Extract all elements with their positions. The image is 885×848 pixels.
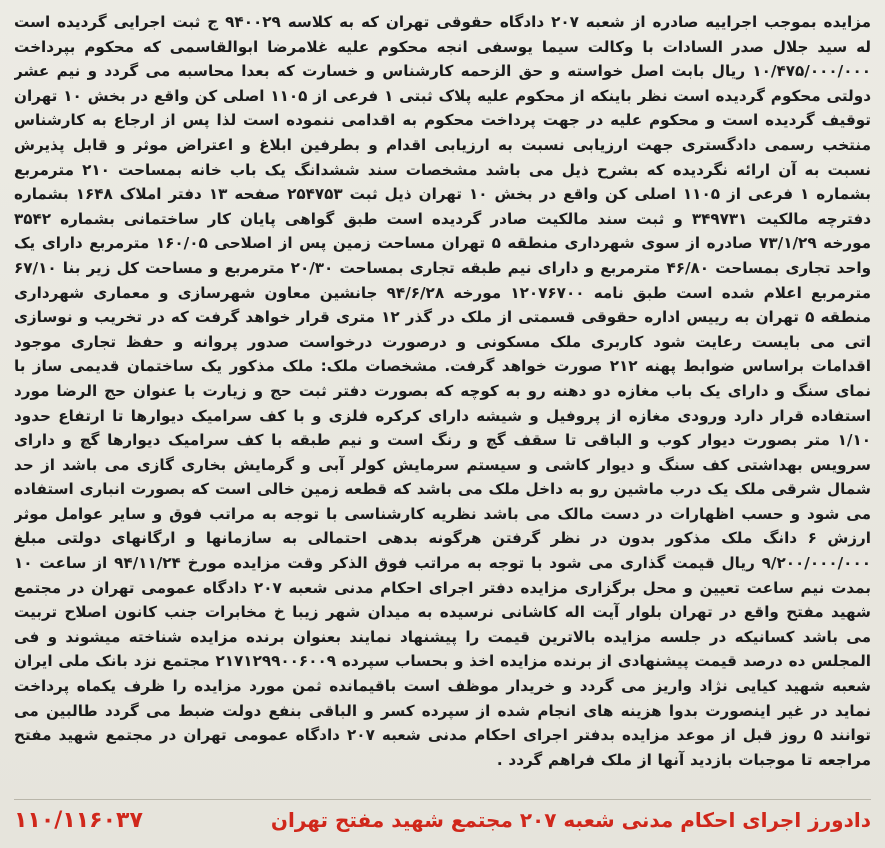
issuer-signature: دادورز اجرای احکام مدنی شعبه ۲۰۷ مجتمع شهید مفتح تهران	[270, 808, 871, 832]
auction-notice-text	[14, 10, 871, 784]
notice-paragraph: مزایده بموجب اجراییه صادره از شعبه ۲۰۷ دادگاه حقوقی تهران که به کلاسه ۹۴۰۰۲۹ ج ثبت اجرایی گردیده است له سید جلال صدر السادات با وکالت سیما یوسفی انجه محکوم علیه غلامرضا ابوالقاسمی که محکوم بپرداخت ۱۰/۴۷۵/۰۰۰/۰۰۰ ریال بابت اصل خواسته و حق الزحمه کارشناس و خسارت که بعدا محاسبه می گردد و نیم عشر دولتی محکوم گردیده است نظر باینکه از محکوم علیه پلاک ثبتی ۱ فرعی از ۱۱۰۵ اصلی کن واقع در بخش ۱۰ تهران توقیف گردیده است و محکوم علیه در جهت پرداخت محکوم به اقدامی ننموده است لذا پس از ارجاع به کارشناس منتخب رسمی دادگستری جهت ارزیابی نسبت به ارزیابی اقدام و بطرفین ابلاغ و اعتراض موثر و قابل پذیرش نسبت به آن ارائه نگردیده که بشرح ذیل می باشد مشخصات سند ششدانگ یک باب خانه بمساحت ۲۱۰ مترمربع بشماره ۱ فرعی از ۱۱۰۵ اصلی کن واقع در بخش ۱۰ تهران ذیل ثبت ۲۵۴۷۵۳ صفحه ۱۳ دفتر املاک ۱۶۴۸ بشماره دفترچه مالکیت ۳۴۹۷۳۱ و ثبت سند مالکیت صادر گردیده است طبق گواهی پایان کار ساختمانی بشماره ۳۵۴۲ مورخه ۷۳/۱/۲۹ صادره از سوی شهرداری منطقه ۵ تهران مساحت زمین پس از اصلاحی ۱۶۰/۰۵ مترمربع دارای یک واحد تجاری بمساحت ۴۶/۸۰ مترمربع و دارای نیم طبقه تجاری بمساحت ۲۰/۳۰ مترمربع و مساحت کل زیر بنا ۶۷/۱۰ مترمربع اعلام شده است طبق نامه ۱۲۰۷۶۷۰۰ مورخه ۹۴/۶/۲۸ جانشین معاون شهرسازی و معماری شهرداری منطقه ۵ تهران به رییس اداره حقوقی قسمتی از ملک در گذر ۱۲ متری قرار خواهد گرفت که در تخریب و نوسازی اتی می بایست رعایت شود کاربری ملک مسکونی و درصورت درخواست صدور پروانه و حفظ تجاری موجود اقدامات براساس ضوابط پهنه ۲۱۲ صورت خواهد گرفت. مشخصات ملک: ملک مذکور یک ساختمان قدیمی ساز با نمای سنگ و دارای یک باب مغازه دو دهنه رو به کوچه که بصورت دفتر ثبت حج و زیارت با عنوان حج الرضا مورد استفاده قرار دارد ورودی مغازه از پروفیل و شیشه دارای کرکره فلزی و با کف سرامیک دیوارها تا ارتفاع حدود ۱/۱۰ متر بصورت دیوار کوب و الباقی تا سقف گچ و رنگ است و نیم طبقه با کف سرامیک دیوارها گچ و دارای سرویس بهداشتی کف سنگ و دیوار کاشی و سیستم سرمایش کولر آبی و گرمایش بخاری گازی می باشد از حد شمال شرقی ملک یک درب ماشین رو به داخل ملک می باشد که قطعه زمین خالی است که بصورت انباری استفاده می شود و حسب اظهارات در دست مالک می باشد نظریه کارشناسی با توجه به مراتب فوق و سایر عوامل موثر ارزش ۶ دانگ ملک مذکور بدون در نظر گرفتن هرگونه بدهی احتمالی به سازمانها و ارگانهای دولتی مبلغ ۹/۲۰۰/۰۰۰/۰۰۰ ریال قیمت گذاری می شود با توجه به مراتب فوق الذکر وقت مزایده مورخ ۹۴/۱۱/۲۴ از ساعت ۱۰ بمدت نیم ساعت تعیین و محل برگزاری مزایده دفتر اجرای احکام مدنی شعبه ۲۰۷ دادگاه عمومی تهران در مجتمع شهید مفتح واقع در تهران بلوار آیت اله کاشانی نرسیده به میدان شهر زیبا خ مخابرات جنب کانون اصلاح تربیت می باشد کسانیکه در جلسه مزایده بالاترین قیمت را پیشنهاد نمایند بعنوان برنده مزایده شناخته میشوند و فی المجلس ده درصد قیمت پیشنهادی از برنده مزایده اخذ و بحساب سپرده ۲۱۷۱۲۹۹۰۰۶۰۰۹ مجتمع نزد بانک ملی ایران شعبه شهید کیایی نژاد واریز می گردد و خریدار موظف است باقیمانده ثمن مورد مزایده را ظرف یکماه پرداخت نماید در غیر اینصورت بدوا هزینه های انجام شده از سپرده کسر و الباقی بنفع دولت ضبط می گردد طالبین می توانند ۵ روز قبل از موعد مزایده بدفتر اجرای احکام مدنی شعبه ۲۰۷ دادگاه عمومی تهران در مجتمع شهید مفتح مراجعه تا موجبات بازدید آنها از ملک فراهم گردد .	[14, 13, 871, 769]
notice-footer	[14, 799, 871, 840]
reference-number: ۱۱۰/۱۱۶۰۳۷	[14, 807, 143, 833]
